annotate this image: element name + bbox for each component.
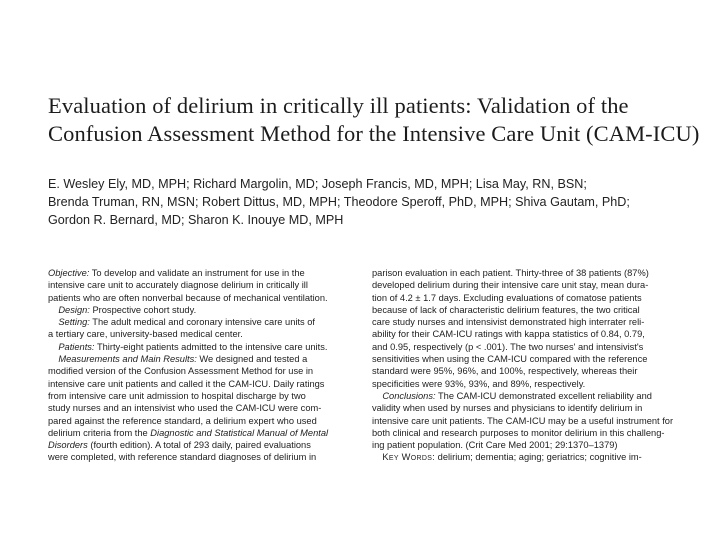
design-line [48,304,360,316]
setting-line: a tertiary care, university-based medical center. [48,329,243,340]
setting-label: Setting: [58,317,90,328]
methods-line: from intensive care unit admission to hospital discharge by two [48,390,306,401]
methods-line: intensive care unit patients and called it the CAM-ICU. Daily ratings [48,378,325,389]
results-line: ability for their CAM-ICU ratings with kappa statistics of 0.84, 0.79, [372,329,645,340]
objective-line: patients who are often nonverbal because of mechanical ventilation. [48,292,328,303]
authors-line-1: E. Wesley Ely, MD, MPH; Richard Margolin, MD; Joseph Francis, MD, MPH; Lisa May, RN, BSN; [48,177,587,191]
conclusions-line [372,390,684,402]
conclusions-line: intensive care unit patients. The CAM-ICU may be a useful instrument for [372,415,674,426]
dsm-title: Disorders [48,440,88,451]
results-line: sensitivities when using the CAM-ICU compared with the reference [372,354,648,365]
methods-line: study nurses and an intensivist who used the CAM-ICU were com- [48,403,322,414]
dsm-title: Diagnostic and Statistical Manual of Mental [150,427,329,438]
results-line: and 0.95, respectively (p < .001). The two nurses' and intensivist's [372,341,644,352]
authors-line-2: Brenda Truman, RN, MSN; Robert Dittus, MD, MPH; Theodore Speroff, PhD, MPH; Shiva Gautam, PhD; [48,195,630,209]
design-text: Prospective cohort study. [89,304,197,315]
methods-line: were completed, with reference standard diagnoses of delirium in [48,452,317,463]
results-line: developed delirium during their intensive care unit stay, mean dura- [372,280,649,291]
keywords-label: Key Words: [382,452,436,463]
methods-text: (fourth edition). A total of 293 daily, paired evaluations [87,440,311,451]
conclusions-text: The CAM-ICU demonstrated excellent reliability and [435,390,652,401]
patients-text: Thirty-eight patients admitted to the intensive care units. [94,341,328,352]
keywords-line [372,451,684,463]
setting-line [48,316,360,328]
abstract-left-column [48,267,360,464]
title-line-1: Evaluation of delirium in critically ill patients: Validation of the [48,93,629,118]
design-label: Design: [58,304,90,315]
keywords-text: delirium; dementia; aging; geriatrics; cognitive im- [435,452,642,463]
methods-line [48,353,360,365]
author-list [48,175,708,229]
methods-text: We designed and tested a [196,354,308,365]
methods-line: pared against the reference standard, a delirium expert who used [48,415,317,426]
authors-line-3: Gordon R. Bernard, MD; Sharon K. Inouye MD, MPH [48,213,344,227]
patients-line [48,341,360,353]
patients-label: Patients: [58,341,95,352]
methods-text: delirium criteria from the [48,427,151,438]
results-line: because of lack of characteristic delirium features, the two critical [372,304,640,315]
results-line: specificities were 93%, 93%, and 89%, respectively. [372,378,586,389]
abstract-right-column [372,267,684,464]
objective-label: Objective: [48,268,90,278]
results-line: parison evaluation in each patient. Thirty-three of 38 patients (87%) [372,268,649,278]
conclusions-line: ing patient population. (Crit Care Med 2001; 29:1370–1379) [372,440,618,451]
methods-line: modified version of the Confusion Assessment Method for use in [48,366,314,377]
methods-line [48,439,360,451]
objective-line: intensive care unit to accurately diagnose delirium in critically ill [48,280,308,291]
results-line: tion of 4.2 ± 1.7 days. Excluding evaluations of comatose patients [372,292,642,303]
conclusions-line: validity when used by nurses and physicians to identify delirium in [372,403,643,414]
objective-line [48,267,360,279]
results-line: care study nurses and intensivist demonstrated high interrater reli- [372,317,645,328]
objective-text: To develop and validate an instrument for use in the [89,268,305,278]
setting-text: The adult medical and coronary intensive care units of [89,317,316,328]
methods-line [48,427,360,439]
paper-title [48,92,708,148]
conclusions-label: Conclusions: [382,390,436,401]
results-line: standard were 95%, 96%, and 100%, respectively, whereas their [372,366,638,377]
conclusions-line: both clinical and research purposes to monitor delirium in this challeng- [372,427,665,438]
title-line-2: Confusion Assessment Method for the Intensive Care Unit (CAM-ICU) [48,121,700,146]
methods-label: Measurements and Main Results: [58,354,197,365]
